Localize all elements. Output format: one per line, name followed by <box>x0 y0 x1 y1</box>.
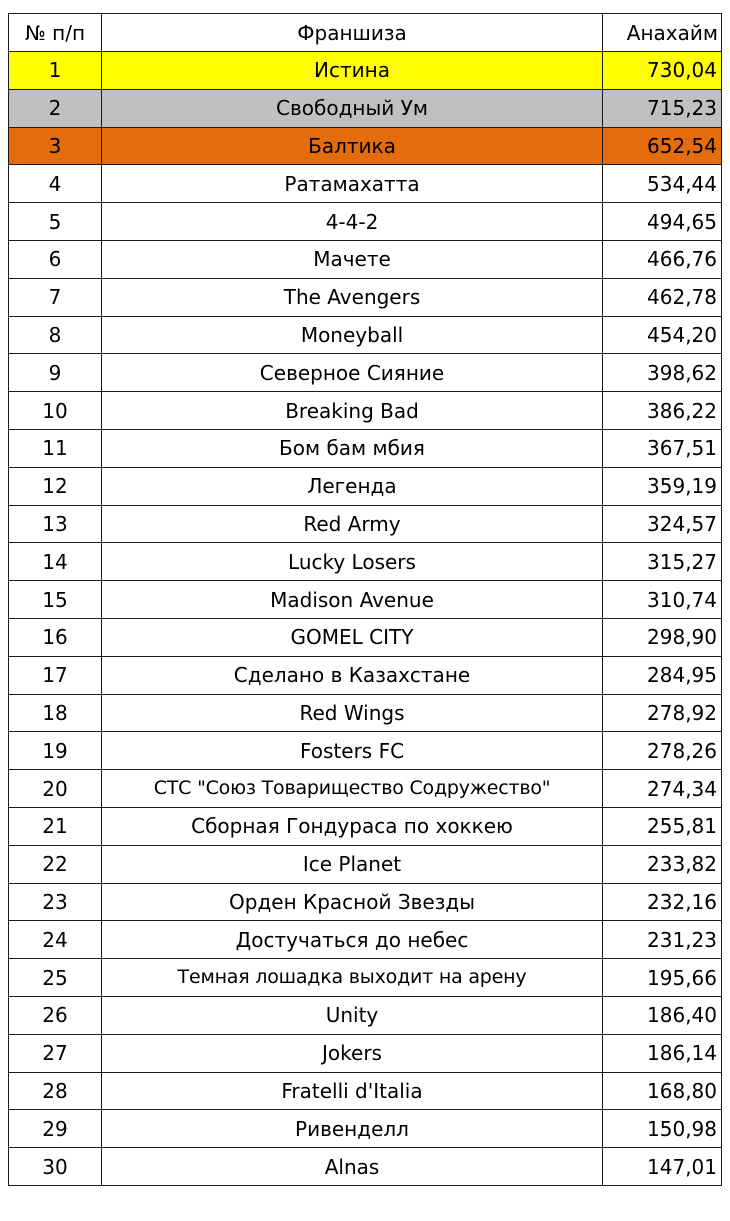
row-number: 29 <box>9 1110 102 1148</box>
row-number: 10 <box>9 392 102 430</box>
table-row <box>9 770 722 808</box>
row-number: 27 <box>9 1034 102 1072</box>
franchise-name: Балтика <box>102 127 603 165</box>
row-number: 21 <box>9 807 102 845</box>
anaheim-score: 195,66 <box>603 959 722 997</box>
franchise-name: Alnas <box>102 1148 603 1186</box>
row-number: 5 <box>9 203 102 241</box>
anaheim-score: 278,92 <box>603 694 722 732</box>
table-row <box>9 429 722 467</box>
franchise-name: Lucky Losers <box>102 543 603 581</box>
anaheim-score: 298,90 <box>603 618 722 656</box>
row-number: 19 <box>9 732 102 770</box>
header-number: № п/п <box>9 14 102 52</box>
franchise-name: Ривенделл <box>102 1110 603 1148</box>
table-row <box>9 996 722 1034</box>
table-body <box>9 52 722 1186</box>
table-row <box>9 807 722 845</box>
row-number: 16 <box>9 618 102 656</box>
anaheim-score: 284,95 <box>603 656 722 694</box>
row-number: 22 <box>9 845 102 883</box>
anaheim-score: 715,23 <box>603 89 722 127</box>
franchise-name: Fratelli d'Italia <box>102 1072 603 1110</box>
franchise-name: Мачете <box>102 240 603 278</box>
anaheim-score: 652,54 <box>603 127 722 165</box>
row-number: 30 <box>9 1148 102 1186</box>
franchise-name: Темная лошадка выходит на арену <box>102 959 603 997</box>
row-number: 12 <box>9 467 102 505</box>
franchise-name: Орден Красной Звезды <box>102 883 603 921</box>
anaheim-score: 315,27 <box>603 543 722 581</box>
franchise-name: Fosters FC <box>102 732 603 770</box>
table-row <box>9 694 722 732</box>
franchise-name: Red Wings <box>102 694 603 732</box>
table-row <box>9 732 722 770</box>
franchise-name: The Avengers <box>102 278 603 316</box>
table-row <box>9 52 722 90</box>
anaheim-score: 147,01 <box>603 1148 722 1186</box>
franchise-name: Легенда <box>102 467 603 505</box>
franchise-name: Сделано в Казахстане <box>102 656 603 694</box>
franchise-name: 4-4-2 <box>102 203 603 241</box>
row-number: 13 <box>9 505 102 543</box>
anaheim-score: 386,22 <box>603 392 722 430</box>
anaheim-score: 462,78 <box>603 278 722 316</box>
row-number: 26 <box>9 996 102 1034</box>
table-row <box>9 89 722 127</box>
anaheim-score: 231,23 <box>603 921 722 959</box>
anaheim-score: 310,74 <box>603 581 722 619</box>
anaheim-score: 274,34 <box>603 770 722 808</box>
table-row <box>9 921 722 959</box>
anaheim-score: 233,82 <box>603 845 722 883</box>
row-number: 24 <box>9 921 102 959</box>
anaheim-score: 466,76 <box>603 240 722 278</box>
franchise-name: Red Army <box>102 505 603 543</box>
franchise-name: Ice Planet <box>102 845 603 883</box>
row-number: 2 <box>9 89 102 127</box>
row-number: 3 <box>9 127 102 165</box>
row-number: 7 <box>9 278 102 316</box>
anaheim-score: 150,98 <box>603 1110 722 1148</box>
row-number: 6 <box>9 240 102 278</box>
franchise-name: Breaking Bad <box>102 392 603 430</box>
table-row <box>9 316 722 354</box>
franchise-name: Свободный Ум <box>102 89 603 127</box>
row-number: 28 <box>9 1072 102 1110</box>
row-number: 14 <box>9 543 102 581</box>
franchise-name: Unity <box>102 996 603 1034</box>
table-row <box>9 883 722 921</box>
franchise-name: Истина <box>102 52 603 90</box>
anaheim-score: 359,19 <box>603 467 722 505</box>
franchise-name: GOMEL CITY <box>102 618 603 656</box>
anaheim-score: 454,20 <box>603 316 722 354</box>
anaheim-score: 398,62 <box>603 354 722 392</box>
table-row <box>9 618 722 656</box>
anaheim-score: 255,81 <box>603 807 722 845</box>
table-row <box>9 656 722 694</box>
franchise-name: СТС "Союз Товарищество Содружество" <box>102 770 603 808</box>
table-row <box>9 392 722 430</box>
row-number: 8 <box>9 316 102 354</box>
row-number: 9 <box>9 354 102 392</box>
anaheim-score: 232,16 <box>603 883 722 921</box>
row-number: 15 <box>9 581 102 619</box>
ranking-table-wrapper <box>8 13 722 1186</box>
franchise-name: Jokers <box>102 1034 603 1072</box>
table-row <box>9 127 722 165</box>
table-row <box>9 240 722 278</box>
table-row <box>9 354 722 392</box>
row-number: 1 <box>9 52 102 90</box>
franchise-name: Достучаться до небес <box>102 921 603 959</box>
anaheim-score: 367,51 <box>603 429 722 467</box>
table-row <box>9 1148 722 1186</box>
table-row <box>9 505 722 543</box>
franchise-name: Madison Avenue <box>102 581 603 619</box>
row-number: 4 <box>9 165 102 203</box>
header-anaheim: Анахайм <box>603 14 722 52</box>
row-number: 11 <box>9 429 102 467</box>
table-row <box>9 1072 722 1110</box>
anaheim-score: 494,65 <box>603 203 722 241</box>
table-row <box>9 543 722 581</box>
table-row <box>9 165 722 203</box>
table-row <box>9 278 722 316</box>
franchise-name: Бом бам мбия <box>102 429 603 467</box>
row-number: 20 <box>9 770 102 808</box>
table-header-row <box>9 14 722 52</box>
anaheim-score: 324,57 <box>603 505 722 543</box>
table-row <box>9 845 722 883</box>
franchise-name: Северное Сияние <box>102 354 603 392</box>
ranking-table <box>8 13 722 1186</box>
franchise-name: Moneyball <box>102 316 603 354</box>
franchise-name: Сборная Гондураса по хоккею <box>102 807 603 845</box>
row-number: 23 <box>9 883 102 921</box>
table-row <box>9 467 722 505</box>
row-number: 18 <box>9 694 102 732</box>
row-number: 17 <box>9 656 102 694</box>
anaheim-score: 186,14 <box>603 1034 722 1072</box>
table-row <box>9 203 722 241</box>
header-franchise: Франшиза <box>102 14 603 52</box>
table-row <box>9 581 722 619</box>
anaheim-score: 278,26 <box>603 732 722 770</box>
table-row <box>9 1034 722 1072</box>
row-number: 25 <box>9 959 102 997</box>
anaheim-score: 730,04 <box>603 52 722 90</box>
table-row <box>9 1110 722 1148</box>
anaheim-score: 168,80 <box>603 1072 722 1110</box>
table-row <box>9 959 722 997</box>
anaheim-score: 186,40 <box>603 996 722 1034</box>
franchise-name: Ратамахатта <box>102 165 603 203</box>
anaheim-score: 534,44 <box>603 165 722 203</box>
